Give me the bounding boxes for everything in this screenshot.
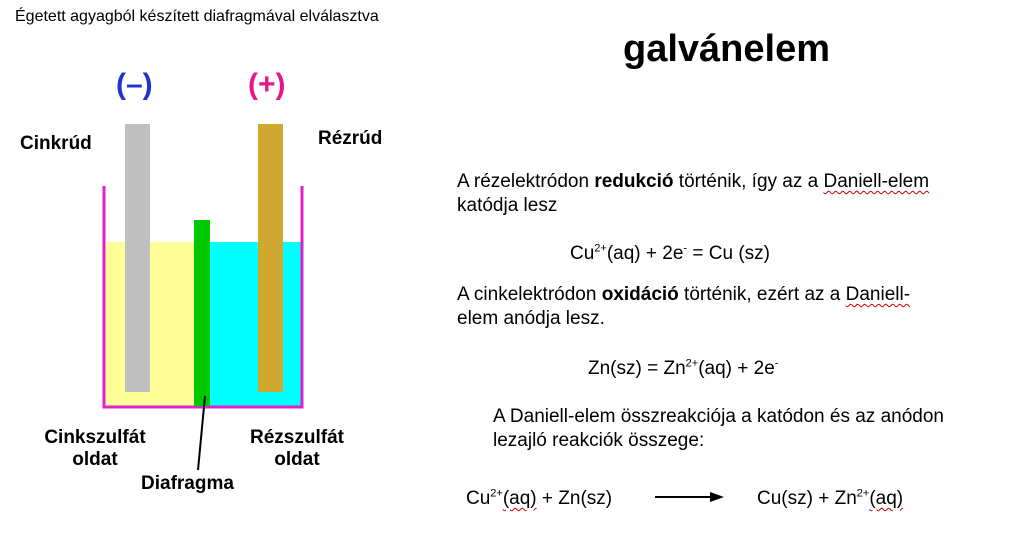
- eq1-a: Cu: [570, 243, 595, 264]
- eq3-left-a: Cu: [466, 488, 491, 509]
- zinc-rod: [125, 124, 150, 392]
- eq1-a-sup: 2+: [594, 242, 607, 255]
- positive-sign: (+): [248, 68, 286, 101]
- negative-sign: (–): [116, 68, 153, 101]
- p1-end: katódja lesz: [457, 195, 558, 216]
- copper-sulfate-label-line2: oldat: [274, 449, 320, 470]
- zinc-rod-label: Cinkrúd: [20, 133, 92, 154]
- copper-sulfate-label-line1: Rézszulfát: [250, 427, 344, 448]
- p3-line1: A Daniell-elem összreakciója a katódon és az anódon: [493, 406, 944, 427]
- overall-paragraph: [493, 405, 1013, 453]
- eq2-b-sup: -: [774, 357, 779, 370]
- p2-pre: A cinkelektródon: [457, 284, 602, 305]
- overall-equation-left: [466, 488, 612, 510]
- reaction-arrow-head: [710, 492, 724, 502]
- copper-sulfate-solution: [207, 242, 301, 406]
- p2-bold: oxidáció: [601, 284, 679, 305]
- eq3-right-aq: (aq): [869, 488, 904, 509]
- eq3-left-aq: (aq): [502, 488, 537, 509]
- oxidation-paragraph: [457, 283, 997, 331]
- p1-pre: A rézelektródon: [457, 171, 595, 192]
- copper-rod-label: Rézrúd: [318, 128, 383, 149]
- p2-daniell: Daniell-: [845, 284, 911, 305]
- eq1-b-sup: -: [683, 242, 688, 255]
- p3-line2: lezajló reakciók összege:: [493, 430, 705, 451]
- oxidation-equation: [588, 358, 778, 380]
- p1-bold: redukció: [594, 171, 674, 192]
- diaphragm-label: Diafragma: [141, 473, 234, 494]
- eq3-right-a: Cu(sz) + Zn: [757, 488, 857, 509]
- zinc-sulfate-solution: [106, 242, 199, 406]
- eq2-a: Zn(sz) = Zn: [588, 358, 686, 379]
- zinc-sulfate-label-line1: Cinkszulfát: [44, 427, 146, 448]
- copper-sulfate-label: [237, 427, 357, 471]
- zinc-sulfate-label-line2: oldat: [72, 449, 118, 470]
- eq3-left-b: + Zn(sz): [536, 488, 613, 509]
- p1-mid: történik, így az a: [673, 171, 824, 192]
- p2-mid: történik, ezért az a: [678, 284, 846, 305]
- eq3-right-sup: 2+: [856, 487, 870, 500]
- p1-daniell: Daniell-elem: [823, 171, 930, 192]
- diaphragm: [194, 220, 210, 406]
- eq2-b: (aq) + 2e: [698, 358, 775, 379]
- reduction-paragraph: [457, 170, 997, 218]
- p2-end: elem anódja lesz.: [457, 308, 605, 329]
- eq1-c: = Cu (sz): [687, 243, 770, 264]
- eq2-a-sup: 2+: [685, 357, 699, 370]
- zinc-sulfate-label: [30, 427, 160, 471]
- copper-rod: [258, 124, 283, 392]
- eq1-b: (aq) + 2e: [606, 243, 684, 264]
- overall-equation-right: [757, 488, 903, 510]
- eq3-left-sup: 2+: [490, 487, 503, 500]
- reduction-equation: [570, 243, 770, 265]
- subtitle: Égetett agyagból készített diafragmával elválasztva: [15, 8, 379, 25]
- page-title: galvánelem: [623, 28, 830, 70]
